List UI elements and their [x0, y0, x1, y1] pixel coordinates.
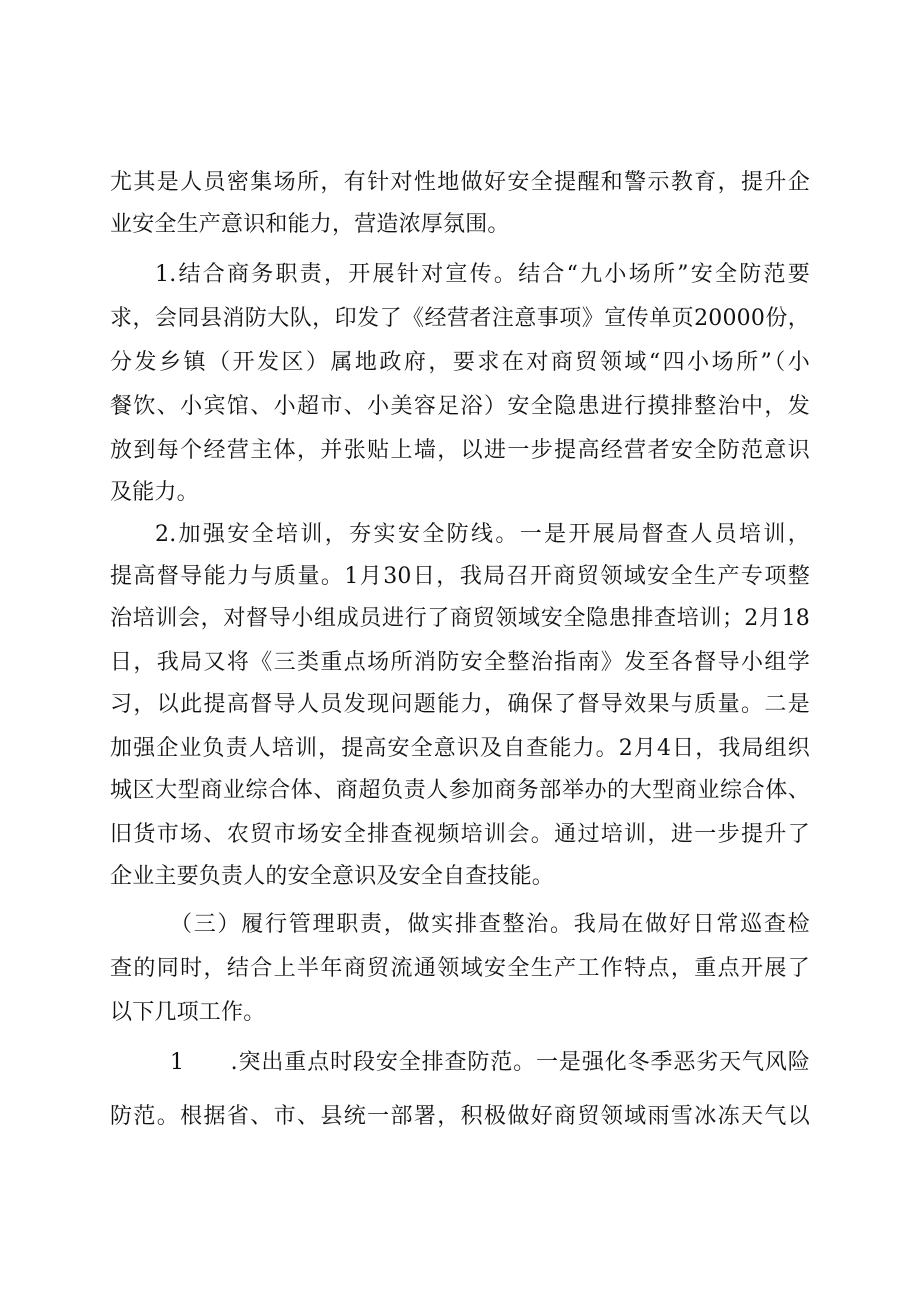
- body-line: 城区大型商业综合体、商超负责人参加商务部举办的大型商业综合体、: [110, 778, 810, 803]
- body-line: 治培训会，对督导小组成员进行了商贸领域安全隐患排查培训；2月18: [110, 606, 810, 631]
- body-line: 防范。根据省、市、县统一部署，积极做好商贸领域雨雪冰冻天气以: [110, 1104, 810, 1129]
- item-heading-2: 2.加强安全培训，夯实安全防线。一是开展局督查人员培训，: [155, 522, 810, 547]
- body-line: 习，以此提高督导人员发现问题能力，确保了督导效果与质量。二是: [110, 692, 810, 717]
- body-line: 业安全生产意识和能力，营造浓厚氛围。: [110, 212, 510, 237]
- body-line: 尤其是人员密集场所，有针对性地做好安全提醒和警示教育，提升企: [110, 170, 810, 195]
- body-line: 查的同时，结合上半年商贸流通领域安全生产工作特点，重点开展了: [110, 956, 810, 981]
- body-line: 旧货市场、农贸市场安全排查视频培训会。通过培训，进一步提升了: [110, 822, 810, 847]
- body-line: 提高督导能力与质量。1月30日，我局召开商贸领域安全生产专项整: [110, 564, 810, 589]
- body-line: 分发乡镇（开发区）属地政府，要求在对商贸领域“四小场所”（小: [110, 350, 810, 375]
- body-line: 餐饮、小宾馆、小超市、小美容足浴）安全隐患进行摸排整治中，发: [110, 394, 810, 419]
- body-line: 日，我局又将《三类重点场所消防安全整治指南》发至各督导小组学: [110, 650, 810, 675]
- body-line: 及能力。: [110, 480, 199, 505]
- body-line: 求，会同县消防大队，印发了《经营者注意事项》宣传单页20000份，: [110, 306, 810, 331]
- item-heading-1: 1.结合商务职责，开展针对宣传。结合“九小场所”安全防范要: [155, 262, 810, 287]
- body-line: 加强企业负责人培训，提高安全意识及自查能力。2月4日，我局组织: [110, 736, 810, 761]
- section-heading-3: （三）履行管理职责，做实排查整治。我局在做好日常巡查检: [170, 912, 810, 937]
- body-line: 以下几项工作。: [110, 1000, 266, 1025]
- body-line: 企业主要负责人的安全意识及安全自查技能。: [110, 864, 555, 889]
- body-line: 放到每个经营主体，并张贴上墙，以进一步提高经营者安全防范意识: [110, 438, 810, 463]
- item-heading-3-1: 1 .突出重点时段安全排查防范。一是强化冬季恶劣天气风险: [170, 1050, 810, 1075]
